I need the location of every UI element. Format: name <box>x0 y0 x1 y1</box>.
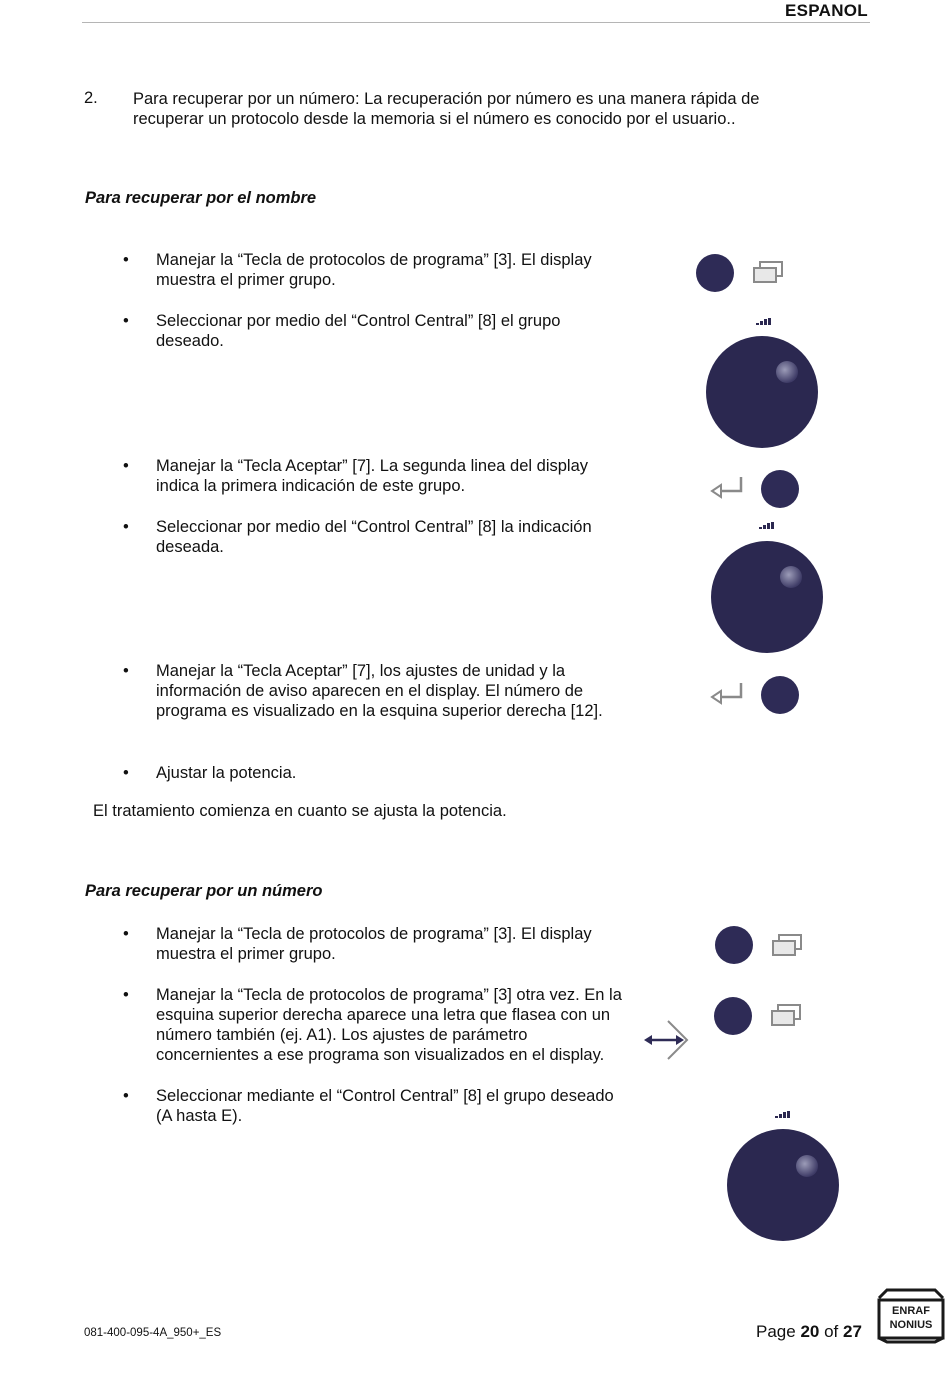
bullet-text: Manejar la “Tecla Aceptar” [7]. La segunda linea del display indica la primera indicación de este grupo. <box>156 457 589 495</box>
central-control-knob-icon <box>700 316 824 450</box>
program-key-icon <box>714 997 754 1037</box>
program-key-icon <box>696 254 736 294</box>
page-of: of <box>824 1322 839 1341</box>
bullet-symbol: • <box>123 251 129 269</box>
accept-key-icon <box>761 676 801 716</box>
accept-arrow-icon <box>708 474 746 502</box>
scroll-arrows-icon <box>641 1019 691 1063</box>
page-total: 27 <box>843 1322 862 1341</box>
bullet-symbol: • <box>123 518 129 536</box>
bullet-symbol: • <box>123 457 129 475</box>
bullet-text: Seleccionar mediante el “Control Central” [8] el grupo deseado (A hasta E). <box>156 1087 614 1125</box>
bullet-text: Manejar la “Tecla de protocolos de programa” [3]. El display muestra el primer grupo. <box>156 925 592 963</box>
logo-line2: NONIUS <box>889 1319 933 1331</box>
page-number: 20 <box>800 1322 820 1341</box>
page-prefix: Page <box>756 1322 796 1341</box>
program-protocols-icon <box>770 933 806 959</box>
program-key-icon <box>715 926 755 966</box>
bullet-symbol: • <box>123 1087 129 1105</box>
document-code: 081-400-095-4A_950+_ES <box>84 1327 222 1339</box>
intro-number: 2. <box>84 89 98 107</box>
accept-key-icon <box>761 470 801 510</box>
bullet-symbol: • <box>123 662 129 680</box>
bullet-text: Seleccionar por medio del “Control Central” [8] la indicación deseada. <box>156 518 592 556</box>
bullet-symbol: • <box>123 312 129 330</box>
section-heading-number: Para recuperar por un número <box>85 882 323 900</box>
bullet-text: Ajustar la potencia. <box>156 764 297 782</box>
central-control-knob-icon <box>721 1108 845 1242</box>
header-title: ESPANOL <box>784 1 868 20</box>
program-protocols-icon <box>751 260 787 286</box>
bullet-text: Manejar la “Tecla Aceptar” [7], los ajustes de unidad y la información de aviso aparecen en el display. El número de programa es visualizado en la esquina superior derecha [12]. <box>156 662 603 720</box>
logo-line1: ENRAF <box>892 1305 930 1317</box>
enraf-nonius-logo <box>877 1288 945 1344</box>
bullet-symbol: • <box>123 986 129 1004</box>
intro-text: Para recuperar por un número: La recuperación por número es una manera rápida de recuperar un protocolo desde la memoria si el número es conocido por el usuario.. <box>133 90 760 128</box>
central-control-knob-icon <box>705 520 829 654</box>
bullet-text: Manejar la “Tecla de protocolos de programa” [3]. El display muestra el primer grupo. <box>156 251 592 289</box>
section-heading-name: Para recuperar por el nombre <box>85 189 317 207</box>
program-protocols-icon <box>769 1003 805 1029</box>
header-rule <box>82 22 870 23</box>
bullet-text: Manejar la “Tecla de protocolos de programa” [3] otra vez. En la esquina superior derecha aparece una letra que flasea con un número también (ej. A1). Los ajustes de parámetro concernientes a ese programa son visualizados en el display. <box>156 986 622 1064</box>
accept-arrow-icon <box>708 680 746 708</box>
bullet-symbol: • <box>123 764 129 782</box>
page-indicator <box>756 1322 862 1342</box>
bullet-text: Seleccionar por medio del “Control Central” [8] el grupo deseado. <box>156 312 561 350</box>
bullet-symbol: • <box>123 925 129 943</box>
closing-paragraph: El tratamiento comienza en cuanto se ajusta la potencia. <box>93 802 507 820</box>
